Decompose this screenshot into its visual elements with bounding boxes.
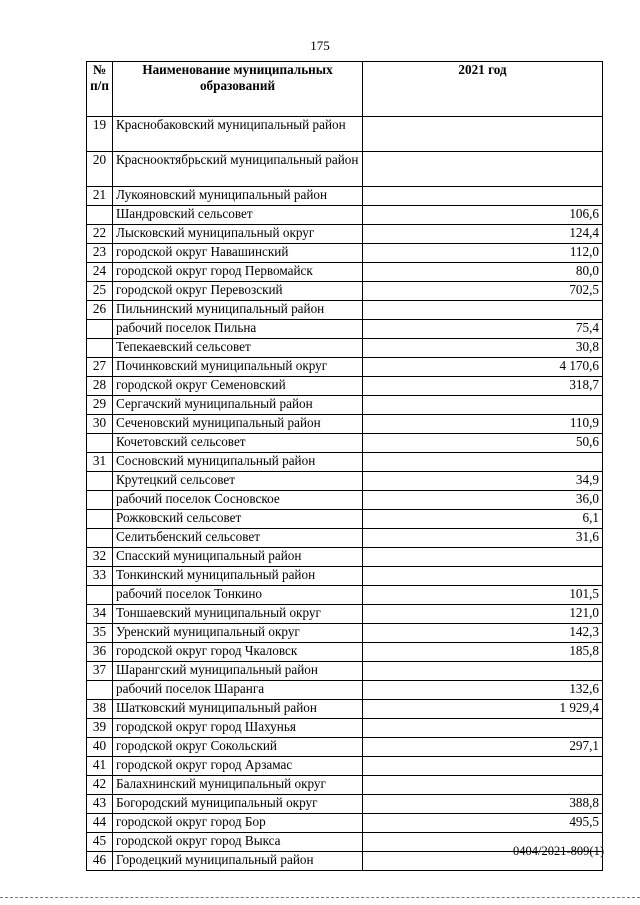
amount-2021: 1 929,4 xyxy=(363,700,603,719)
municipality-name: Пильнинский муниципальный район xyxy=(113,301,363,320)
row-number: 22 xyxy=(87,225,113,244)
municipality-name: Селитьбенский сельсовет xyxy=(113,529,363,548)
table-row xyxy=(87,187,603,206)
row-number: 44 xyxy=(87,814,113,833)
row-number: 27 xyxy=(87,358,113,377)
municipality-name: Тонкинский муниципальный район xyxy=(113,567,363,586)
row-number: 29 xyxy=(87,396,113,415)
row-number: 24 xyxy=(87,263,113,282)
amount-2021: 110,9 xyxy=(363,415,603,434)
municipality-name: Сеченовский муниципальный район xyxy=(113,415,363,434)
allocation-table xyxy=(86,61,603,871)
row-number: 32 xyxy=(87,548,113,567)
document-code: 0404/2021-809(1) xyxy=(513,844,604,858)
municipality-name: городской округ город Шахунья xyxy=(113,719,363,738)
table-row xyxy=(87,415,603,434)
municipality-name: городской округ город Бор xyxy=(113,814,363,833)
table-row xyxy=(87,529,603,548)
table-row xyxy=(87,263,603,282)
table-row xyxy=(87,681,603,700)
row-number: 45 xyxy=(87,833,113,852)
municipality-name: рабочий поселок Тонкино xyxy=(113,586,363,605)
table-row xyxy=(87,491,603,510)
table-row xyxy=(87,358,603,377)
amount-2021 xyxy=(363,152,603,187)
row-number: 34 xyxy=(87,605,113,624)
table-row xyxy=(87,662,603,681)
row-number: 19 xyxy=(87,117,113,152)
table-row xyxy=(87,472,603,491)
municipality-name: рабочий поселок Пильна xyxy=(113,320,363,339)
amount-2021: 388,8 xyxy=(363,795,603,814)
municipality-name: Рожковский сельсовет xyxy=(113,510,363,529)
municipality-name: городской округ город Арзамас xyxy=(113,757,363,776)
header-num: № п/п xyxy=(87,62,113,117)
table-row xyxy=(87,152,603,187)
row-number: 30 xyxy=(87,415,113,434)
municipality-name: Уренский муниципальный округ xyxy=(113,624,363,643)
table-row xyxy=(87,700,603,719)
row-number: 31 xyxy=(87,453,113,472)
table-row xyxy=(87,206,603,225)
row-number xyxy=(87,529,113,548)
table-row xyxy=(87,795,603,814)
amount-2021: 132,6 xyxy=(363,681,603,700)
row-number xyxy=(87,206,113,225)
table-row xyxy=(87,244,603,263)
scan-edge xyxy=(0,897,640,904)
row-number: 28 xyxy=(87,377,113,396)
municipality-name: Лукояновский муниципальный район xyxy=(113,187,363,206)
amount-2021: 702,5 xyxy=(363,282,603,301)
row-number: 36 xyxy=(87,643,113,662)
table-row xyxy=(87,586,603,605)
row-number: 21 xyxy=(87,187,113,206)
municipality-name: Краснооктябрьский муниципальный район xyxy=(113,152,363,187)
row-number: 23 xyxy=(87,244,113,263)
amount-2021: 142,3 xyxy=(363,624,603,643)
row-number xyxy=(87,320,113,339)
amount-2021 xyxy=(363,301,603,320)
amount-2021: 101,5 xyxy=(363,586,603,605)
amount-2021 xyxy=(363,757,603,776)
municipality-name: Спасский муниципальный район xyxy=(113,548,363,567)
amount-2021 xyxy=(363,187,603,206)
amount-2021: 36,0 xyxy=(363,491,603,510)
amount-2021: 185,8 xyxy=(363,643,603,662)
amount-2021: 4 170,6 xyxy=(363,358,603,377)
header-name: Наименование муниципальных образований xyxy=(113,62,363,117)
municipality-name: Краснобаковский муниципальный район xyxy=(113,117,363,152)
municipality-name: городской округ город Чкаловск xyxy=(113,643,363,662)
amount-2021 xyxy=(363,719,603,738)
row-number xyxy=(87,472,113,491)
row-number: 35 xyxy=(87,624,113,643)
table-row xyxy=(87,320,603,339)
table-row xyxy=(87,757,603,776)
row-number: 39 xyxy=(87,719,113,738)
table-row xyxy=(87,453,603,472)
table-row xyxy=(87,738,603,757)
municipality-name: Богородский муниципальный округ xyxy=(113,795,363,814)
municipality-name: Шандровский сельсовет xyxy=(113,206,363,225)
table-row xyxy=(87,719,603,738)
row-number xyxy=(87,491,113,510)
row-number xyxy=(87,681,113,700)
municipality-name: Тоншаевский муниципальный округ xyxy=(113,605,363,624)
municipality-name: Сосновский муниципальный район xyxy=(113,453,363,472)
table-row xyxy=(87,776,603,795)
municipality-name: городской округ город Первомайск xyxy=(113,263,363,282)
table-row xyxy=(87,339,603,358)
table-row xyxy=(87,567,603,586)
amount-2021 xyxy=(363,396,603,415)
amount-2021 xyxy=(363,548,603,567)
row-number xyxy=(87,510,113,529)
row-number: 20 xyxy=(87,152,113,187)
municipality-name: городской округ город Выкса xyxy=(113,833,363,852)
municipality-name: городской округ Навашинский xyxy=(113,244,363,263)
amount-2021: 31,6 xyxy=(363,529,603,548)
amount-2021: 121,0 xyxy=(363,605,603,624)
table-row xyxy=(87,510,603,529)
municipality-name: Балахнинский муниципальный округ xyxy=(113,776,363,795)
amount-2021 xyxy=(363,453,603,472)
row-number: 40 xyxy=(87,738,113,757)
amount-2021: 6,1 xyxy=(363,510,603,529)
amount-2021 xyxy=(363,662,603,681)
row-number: 42 xyxy=(87,776,113,795)
row-number: 37 xyxy=(87,662,113,681)
row-number: 25 xyxy=(87,282,113,301)
table-row xyxy=(87,301,603,320)
header-year: 2021 год xyxy=(363,62,603,117)
row-number xyxy=(87,339,113,358)
row-number xyxy=(87,586,113,605)
municipality-name: Кочетовский сельсовет xyxy=(113,434,363,453)
row-number: 33 xyxy=(87,567,113,586)
municipality-name: Городецкий муниципальный район xyxy=(113,852,363,871)
amount-2021: 80,0 xyxy=(363,263,603,282)
amount-2021: 75,4 xyxy=(363,320,603,339)
amount-2021: 124,4 xyxy=(363,225,603,244)
municipality-name: Починковский муниципальный округ xyxy=(113,358,363,377)
municipality-name: Лысковский муниципальный округ xyxy=(113,225,363,244)
amount-2021: 318,7 xyxy=(363,377,603,396)
row-number: 41 xyxy=(87,757,113,776)
municipality-name: Тепекаевский сельсовет xyxy=(113,339,363,358)
municipality-name: рабочий поселок Сосновское xyxy=(113,491,363,510)
table-row xyxy=(87,396,603,415)
table-row xyxy=(87,377,603,396)
table-row xyxy=(87,548,603,567)
municipality-name: городской округ Перевозский xyxy=(113,282,363,301)
municipality-name: городской округ Сокольский xyxy=(113,738,363,757)
row-number: 46 xyxy=(87,852,113,871)
municipality-name: Шарангский муниципальный район xyxy=(113,662,363,681)
amount-2021 xyxy=(363,117,603,152)
table-body xyxy=(87,117,603,871)
municipality-name: Шатковский муниципальный район xyxy=(113,700,363,719)
amount-2021: 50,6 xyxy=(363,434,603,453)
table-row xyxy=(87,117,603,152)
page-number: 175 xyxy=(310,38,330,53)
municipality-name: рабочий поселок Шаранга xyxy=(113,681,363,700)
amount-2021 xyxy=(363,567,603,586)
amount-2021: 112,0 xyxy=(363,244,603,263)
table-header-row xyxy=(87,62,603,117)
table-row xyxy=(87,624,603,643)
amount-2021 xyxy=(363,776,603,795)
table-row xyxy=(87,814,603,833)
amount-2021: 495,5 xyxy=(363,814,603,833)
amount-2021: 30,8 xyxy=(363,339,603,358)
table-row xyxy=(87,434,603,453)
row-number: 26 xyxy=(87,301,113,320)
municipality-name: городской округ Семеновский xyxy=(113,377,363,396)
amount-2021: 106,6 xyxy=(363,206,603,225)
municipality-name: Крутецкий сельсовет xyxy=(113,472,363,491)
row-number: 43 xyxy=(87,795,113,814)
row-number xyxy=(87,434,113,453)
amount-2021: 34,9 xyxy=(363,472,603,491)
row-number: 38 xyxy=(87,700,113,719)
table-row xyxy=(87,643,603,662)
table-row xyxy=(87,282,603,301)
municipality-name: Сергачский муниципальный район xyxy=(113,396,363,415)
amount-2021: 297,1 xyxy=(363,738,603,757)
table-row xyxy=(87,605,603,624)
table-row xyxy=(87,225,603,244)
